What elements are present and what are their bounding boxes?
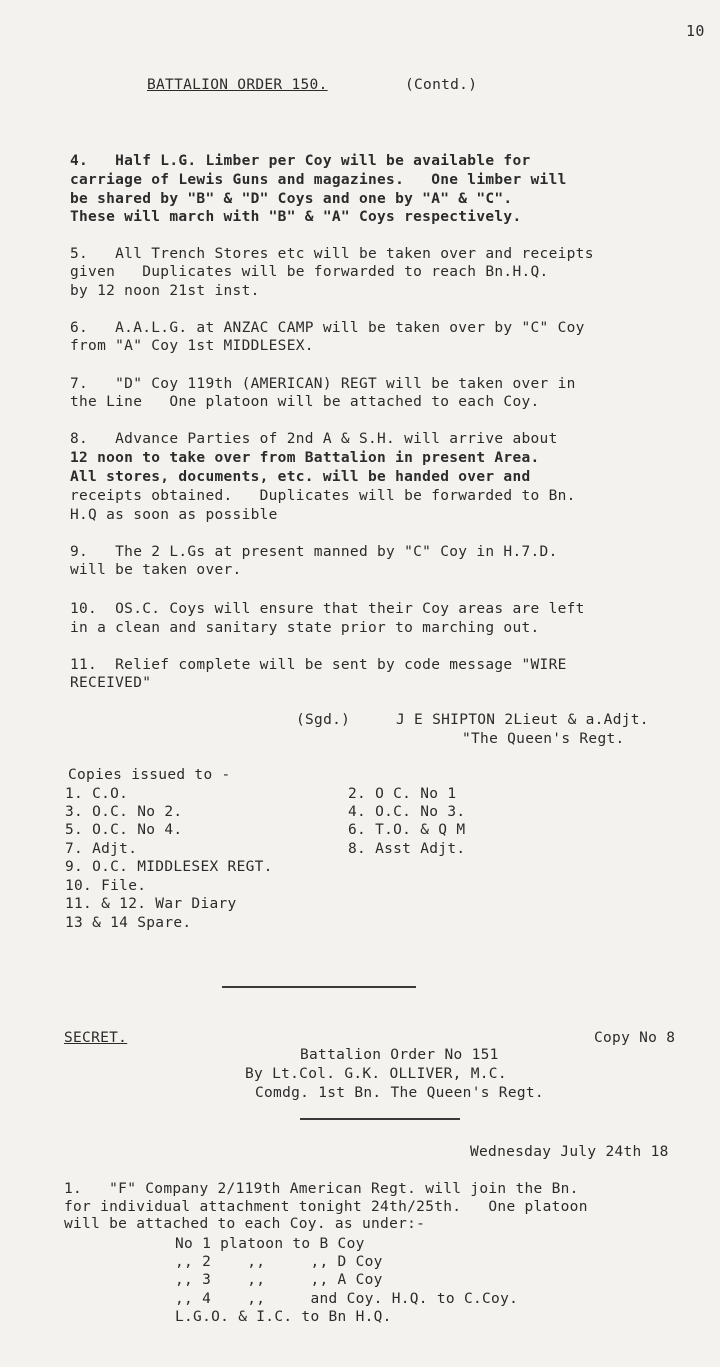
order151-date: Wednesday July 24th 18 <box>470 1144 669 1160</box>
platoon-entry: No 1 platoon to B Coy <box>175 1236 365 1252</box>
copy-entry: 13 & 14 Spare. <box>65 915 192 931</box>
platoon-entry: ,, 4 ,, and Coy. H.Q. to C.Coy. <box>175 1291 519 1307</box>
signer-name: J E SHIPTON 2Lieut & a.Adjt. <box>396 712 649 728</box>
para-line: 1. "F" Company 2/119th American Regt. will join the Bn. <box>64 1181 579 1197</box>
signed-marker: (Sgd.) <box>296 712 351 728</box>
section-divider <box>222 986 416 988</box>
order151-command: Comdg. 1st Bn. The Queen's Regt. <box>255 1085 544 1101</box>
para-line: from "A" Coy 1st MIDDLESEX. <box>70 338 314 354</box>
platoon-entry: ,, 2 ,, ,, D Coy <box>175 1254 383 1270</box>
copy-entry: 3. O.C. No 2. <box>65 804 183 820</box>
para-line: given Duplicates will be forwarded to reach Bn.H.Q. <box>70 264 549 280</box>
para-line: 12 noon to take over from Battalion in present Area. <box>70 450 540 466</box>
para-line: 11. Relief complete will be sent by code message "WIRE <box>70 657 567 673</box>
para-line: for individual attachment tonight 24th/25th. One platoon <box>64 1199 588 1215</box>
para-line: 7. "D" Coy 119th (AMERICAN) REGT will be taken over in <box>70 376 576 392</box>
signer-regiment: "The Queen's Regt. <box>462 731 625 747</box>
order151-title: Battalion Order No 151 <box>300 1047 499 1063</box>
para-line: the Line One platoon will be attached to each Coy. <box>70 394 540 410</box>
para-line: 9. The 2 L.Gs at present manned by "C" Coy in H.7.D. <box>70 544 558 560</box>
para-line: 6. A.A.L.G. at ANZAC CAMP will be taken over by "C" Coy <box>70 320 585 336</box>
para-line: by 12 noon 21st inst. <box>70 283 260 299</box>
copy-entry: 9. O.C. MIDDLESEX REGT. <box>65 859 273 875</box>
order150-heading: BATTALION ORDER 150. <box>147 77 328 93</box>
para-line: H.Q as soon as possible <box>70 507 278 523</box>
copy-entry: 2. O C. No 1 <box>348 786 457 802</box>
copy-number: Copy No 8 <box>594 1030 676 1046</box>
para-line: will be attached to each Coy. as under:- <box>64 1216 426 1232</box>
para-line: These will march with "B" & "A" Coys respectively. <box>70 209 522 225</box>
para-line: All stores, documents, etc. will be handed over and <box>70 469 531 485</box>
para-line: receipts obtained. Duplicates will be forwarded to Bn. <box>70 488 576 504</box>
platoon-entry: ,, 3 ,, ,, A Coy <box>175 1272 383 1288</box>
order151-issuer: By Lt.Col. G.K. OLLIVER, M.C. <box>245 1066 507 1082</box>
copy-entry: 11. & 12. War Diary <box>65 896 237 912</box>
para-line: will be taken over. <box>70 562 242 578</box>
copy-entry: 5. O.C. No 4. <box>65 822 183 838</box>
para-line: be shared by "B" & "D" Coys and one by "A" & "C". <box>70 191 513 207</box>
page-number: 10 <box>686 22 705 40</box>
title-underline <box>300 1118 460 1120</box>
copies-heading: Copies issued to - <box>68 767 231 783</box>
para-line: in a clean and sanitary state prior to marching out. <box>70 620 540 636</box>
para-line: 5. All Trench Stores etc will be taken over and receipts <box>70 246 594 262</box>
copy-entry: 4. O.C. No 3. <box>348 804 466 820</box>
para-line: RECEIVED" <box>70 675 152 691</box>
order150-contd: (Contd.) <box>405 77 478 93</box>
copy-entry: 8. Asst Adjt. <box>348 841 466 857</box>
copy-entry: 1. C.O. <box>65 786 129 802</box>
copy-entry: 7. Adjt. <box>65 841 138 857</box>
secret-label: SECRET. <box>64 1030 128 1046</box>
copy-entry: 6. T.O. & Q M <box>348 822 466 838</box>
para-line: carriage of Lewis Guns and magazines. One limber will <box>70 172 567 188</box>
para-line: 4. Half L.G. Limber per Coy will be available for <box>70 153 531 169</box>
para-line: 8. Advance Parties of 2nd A & S.H. will arrive about <box>70 431 558 447</box>
copy-entry: 10. File. <box>65 878 147 894</box>
platoon-entry: L.G.O. & I.C. to Bn H.Q. <box>175 1309 392 1325</box>
para-line: 10. OS.C. Coys will ensure that their Coy areas are left <box>70 601 585 617</box>
